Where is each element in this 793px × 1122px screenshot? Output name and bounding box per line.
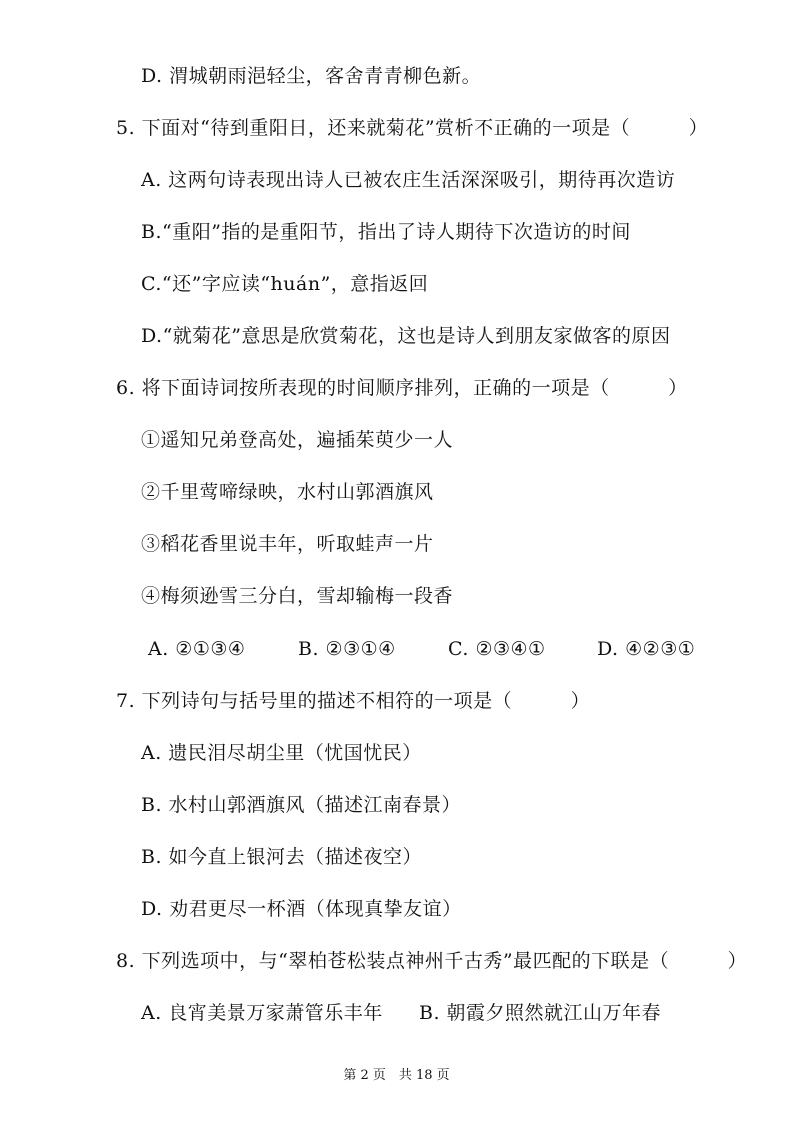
q5-option-c: C.“还”字应读“huán”，意指返回	[141, 273, 429, 295]
q6-poem-2: ②千里莺啼绿映，水村山郭酒旗风	[141, 481, 434, 503]
q8-option-b: B. 朝霞夕照然就江山万年春	[419, 1002, 662, 1024]
q6-option-c: C. ②③④①	[448, 638, 546, 660]
q7-option-a: A. 遗民泪尽胡尘里（忧国忧民）	[141, 742, 422, 764]
question-7-stem: 7. 下列诗句与括号里的描述不相符的一项是（ ）	[116, 690, 591, 712]
q5-option-a: A. 这两句诗表现出诗人已被农庄生活深深吸引，期待再次造访	[141, 169, 676, 191]
q7-option-c: B. 如今直上银河去（描述夜空）	[141, 846, 423, 868]
q4-option-d: D. 渭城朝雨浥轻尘，客舍青青柳色新。	[141, 65, 482, 87]
q5-option-b: B.“重阳”指的是重阳节，指出了诗人期待下次造访的时间	[141, 221, 631, 243]
q7-option-b: B. 水村山郭酒旗风（描述江南春景）	[141, 794, 462, 816]
q6-poem-4: ④梅须逊雪三分白，雪却输梅一段香	[141, 585, 454, 607]
question-8-stem: 8. 下列选项中，与“翠柏苍松装点神州千古秀”最匹配的下联是（ ）	[116, 950, 748, 972]
q5-option-d: D.“就菊花”意思是欣赏菊花，这也是诗人到朋友家做客的原因	[141, 325, 671, 347]
question-6-stem: 6. 将下面诗词按所表现的时间顺序排列，正确的一项是（ ）	[116, 377, 688, 399]
q6-option-b: B. ②③①④	[298, 638, 396, 660]
q8-option-a: A. 良宵美景万家萧管乐丰年	[141, 1002, 383, 1024]
question-5-stem: 5. 下面对“待到重阳日，还来就菊花”赏析不正确的一项是（ ）	[116, 117, 709, 139]
q6-poem-1: ①遥知兄弟登高处，遍插茱萸少一人	[141, 429, 454, 451]
page-footer: 第 2 页 共 18 页	[343, 1068, 450, 1083]
q6-poem-3: ③稻花香里说丰年，听取蛙声一片	[141, 533, 434, 555]
q6-option-a: A. ②①③④	[148, 638, 246, 660]
q7-option-d: D. 劝君更尽一杯酒（体现真挚友谊）	[141, 898, 462, 920]
q6-option-d: D. ④②③①	[597, 638, 696, 660]
